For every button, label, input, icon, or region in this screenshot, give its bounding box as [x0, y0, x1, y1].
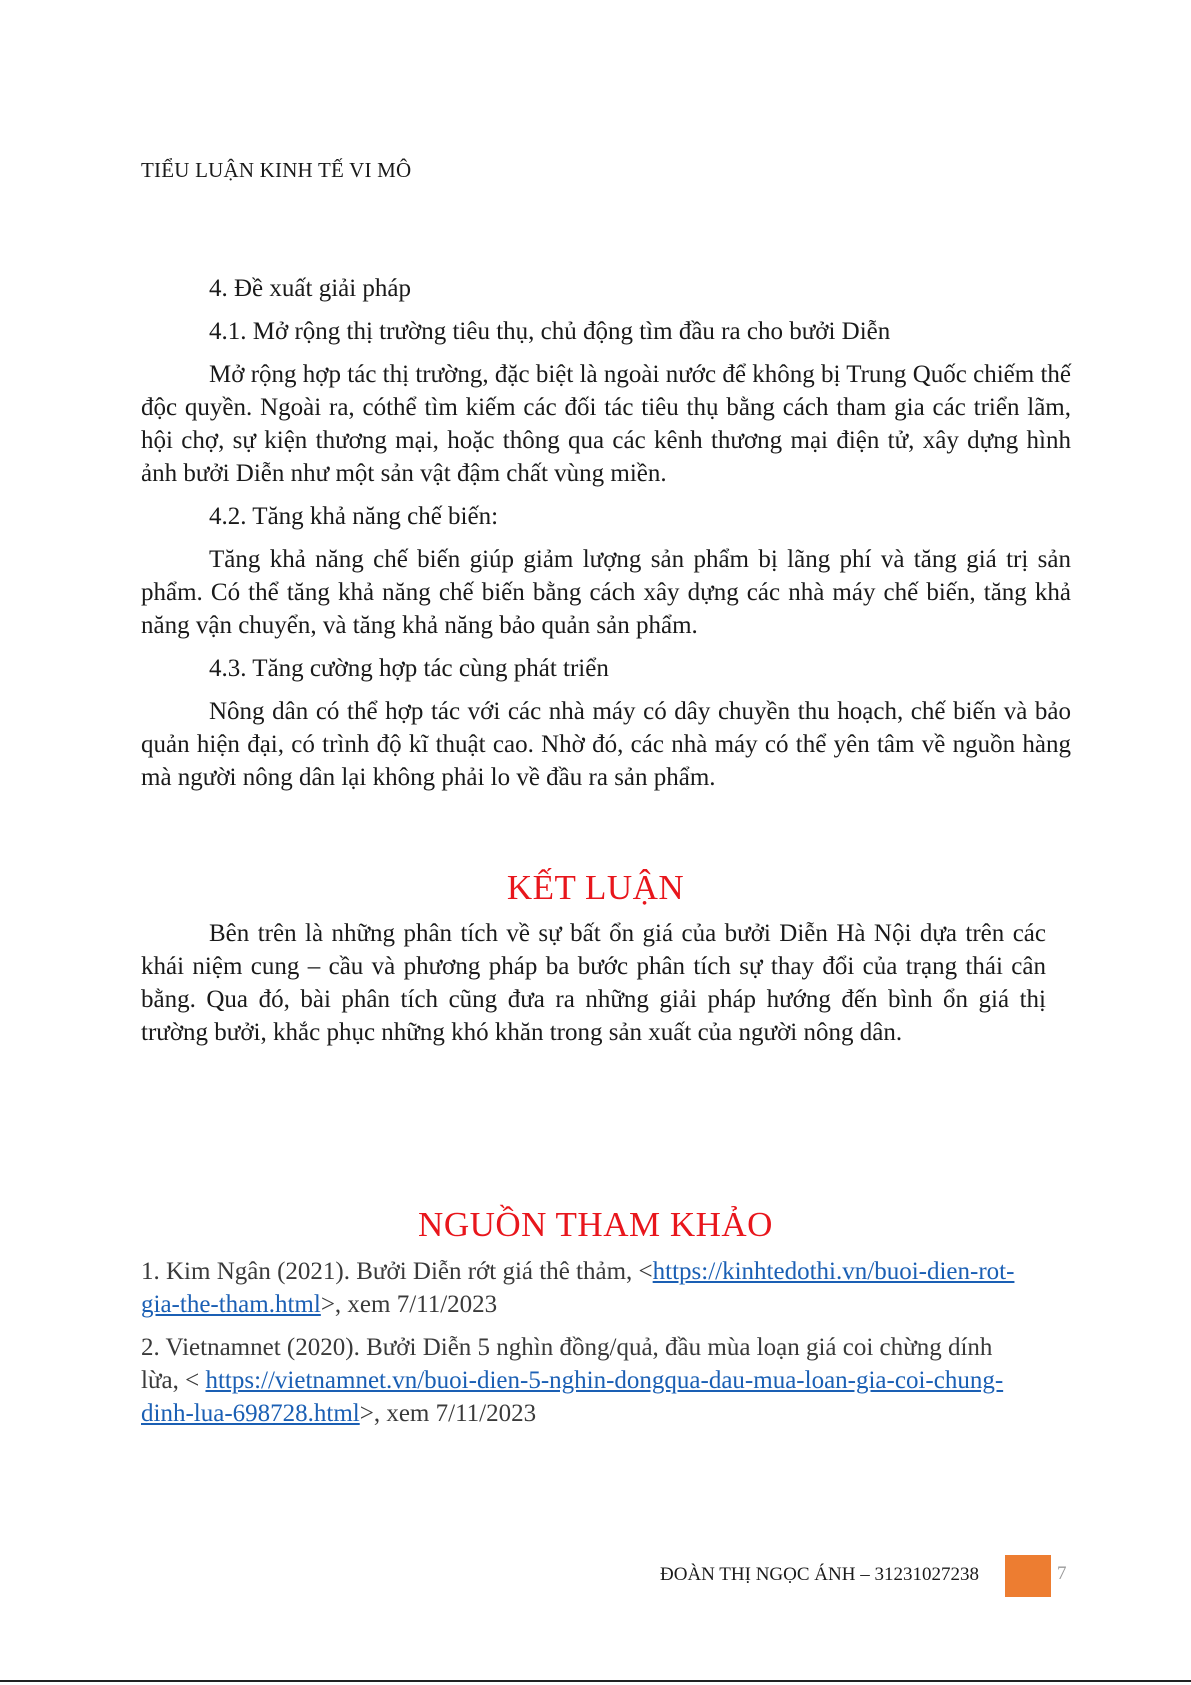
- reference-suffix: >, xem 7/11/2023: [359, 1400, 537, 1427]
- references-title: NGUỒN THAM KHẢO: [418, 1205, 773, 1244]
- reference-prefix: 2. Vietnamnet (2020). Bưởi Diễn 5 nghìn đồng/quả, đầu mùa loạn giá coi chừng dính lừa, <: [141, 1334, 993, 1394]
- page-number-badge: [1005, 1555, 1051, 1597]
- reference-link[interactable]: https://kinhtedothi.vn/buoi-dien-rot-gia-the-tham.html: [141, 1258, 1015, 1318]
- footer-author: ĐOÀN THỊ NGỌC ÁNH – 31231027238: [660, 1564, 979, 1585]
- reference-item: [141, 1255, 1031, 1321]
- conclusion-section: [141, 917, 1046, 1059]
- solutions-section: [141, 272, 1071, 804]
- bottom-divider: [0, 1680, 1191, 1682]
- page-footer: [660, 1555, 1067, 1595]
- conclusion-body: Bên trên là những phân tích về sự bất ổn giá của bưởi Diễn Hà Nội dựa trên các khái niệm cung – cầu và phương pháp ba bước phân tích sự thay đổi của trạng thái cân bằng. Qua đó, bài phân tích cũng đưa ra những giải pháp hướng đến bình ổn giá thị trường bưởi, khắc phục những khó khăn trong sản xuất của người nông dân.: [141, 920, 1046, 1046]
- subsection-heading-4-1: 4.1. Mở rộng thị trường tiêu thụ, chủ động tìm đầu ra cho bưởi Diễn: [209, 318, 891, 345]
- reference-item: [141, 1331, 1031, 1430]
- reference-prefix: 1. Kim Ngân (2021). Bưởi Diễn rớt giá thê thảm, <: [141, 1258, 653, 1285]
- conclusion-title: KẾT LUẬN: [506, 868, 685, 907]
- document-header: TIỂU LUẬN KINH TẾ VI MÔ: [141, 158, 412, 182]
- section-heading: 4. Đề xuất giải pháp: [209, 275, 412, 302]
- page-number: 7: [1057, 1563, 1067, 1584]
- subsection-body-4-3: Nông dân có thể hợp tác với các nhà máy có dây chuyền thu hoạch, chế biến và bảo quản hiện đại, có trình độ kĩ thuật cao. Nhờ đó, các nhà máy có thể yên tâm về nguồn hàng mà người nông dân lại không phải lo về đầu ra sản phẩm.: [141, 698, 1071, 791]
- references-list: [141, 1255, 1031, 1440]
- reference-suffix: >, xem 7/11/2023: [320, 1291, 498, 1318]
- subsection-heading-4-2: 4.2. Tăng khả năng chế biến:: [209, 503, 499, 530]
- subsection-body-4-1: Mở rộng hợp tác thị trường, đặc biệt là ngoài nước để không bị Trung Quốc chiếm thế độc quyền. Ngoài ra, cóthể tìm kiếm các đối tác tiêu thụ bằng cách tham gia các triển lãm, hội chợ, sự kiện thương mại, hoặc thông qua các kênh thương mại điện tử, xây dựng hình ảnh bưởi Diễn như một sản vật đậm chất vùng miền.: [141, 361, 1071, 487]
- subsection-heading-4-3: 4.3. Tăng cường hợp tác cùng phát triển: [209, 655, 609, 682]
- subsection-body-4-2: Tăng khả năng chế biến giúp giảm lượng sản phẩm bị lãng phí và tăng giá trị sản phẩm. Có thể tăng khả năng chế biến bằng cách xây dựng các nhà máy chế biến, tăng khả năng vận chuyển, và tăng khả năng bảo quản sản phẩm.: [141, 546, 1071, 639]
- reference-link[interactable]: https://vietnamnet.vn/buoi-dien-5-nghin-dongqua-dau-mua-loan-gia-coi-chung-dinh-lua-698728.html: [141, 1367, 1004, 1427]
